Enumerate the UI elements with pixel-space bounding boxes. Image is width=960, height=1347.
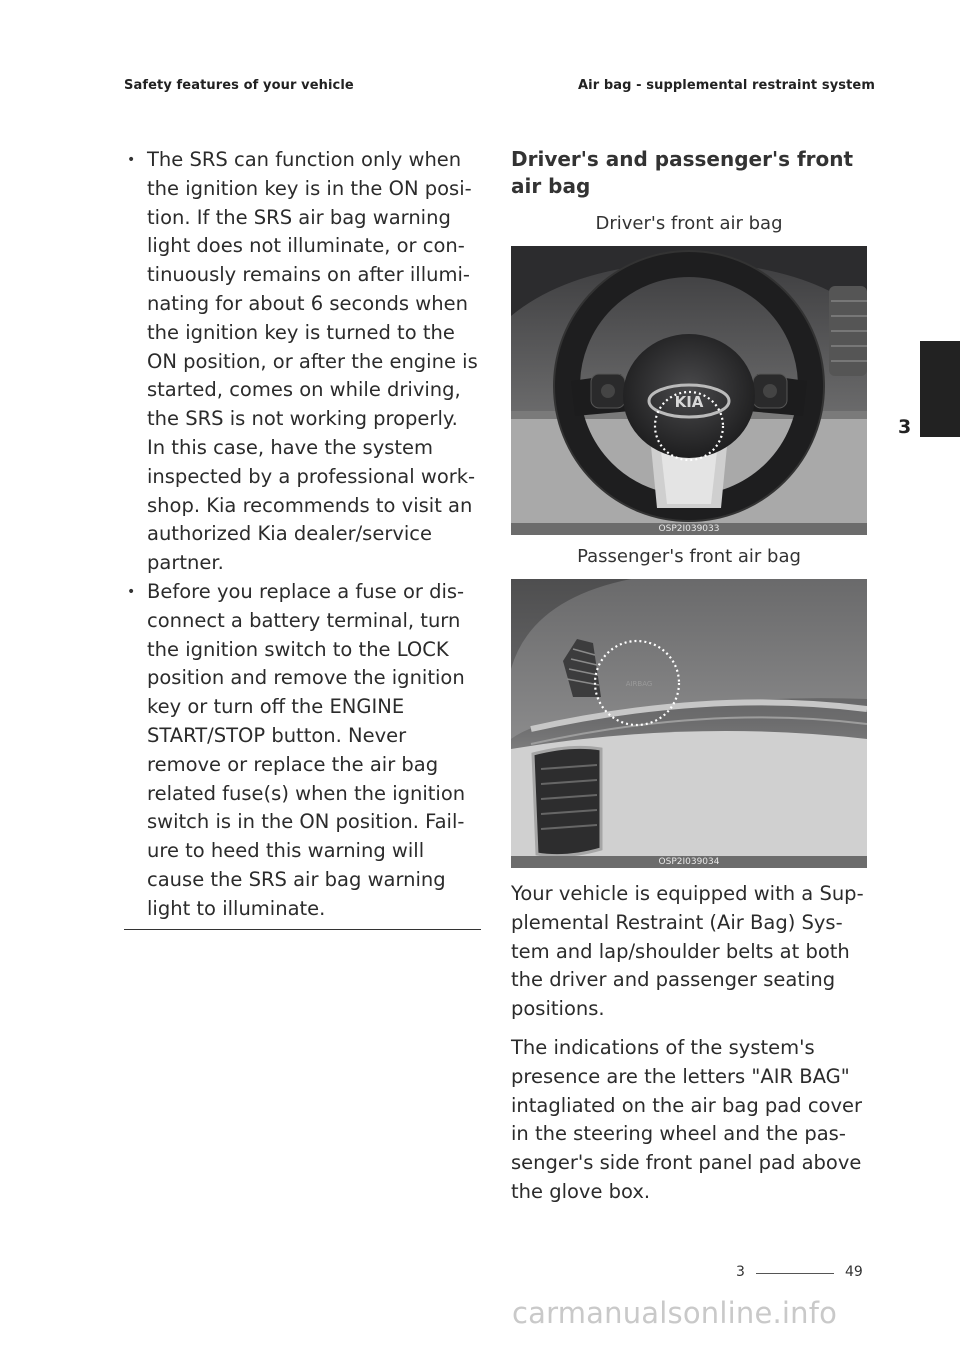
- passenger-airbag-photo: [511, 579, 867, 868]
- body-paragraph: Your vehicle is equipped with a Sup- plemental Restraint (Air Bag) Sys- tem and lap/shoulder belts at both the driver and passenger seating positions.: [511, 882, 864, 1021]
- watermark: carmanualsonline.info: [512, 1296, 838, 1330]
- body-paragraph: The indications of the system's presence are the letters "AIR BAG" intagliated on the air bag pad cover in the steering wheel and the pas- senger's side front panel pad above the glove box.: [511, 1035, 863, 1203]
- right-column: [511, 146, 867, 1207]
- dashboard-illustration: [511, 579, 867, 868]
- warning-end-rule: [124, 929, 481, 930]
- figure1-caption: Driver's front air bag: [595, 213, 783, 234]
- figure2-code: OSP2I039034: [511, 856, 867, 868]
- footer-chapter-number: 3: [736, 1264, 745, 1280]
- bullet-item: • Before you replace a fuse or dis- connect a battery terminal, turn the ignition switch to the LOCK position and remove the ignition key or turn off the ENGINE START/STOP button. Never remove or replace the air bag related fuse(s) when the ignition switch is in the ON position. Fail- ure to heed this warning will cause the SRS air bag warning light to illuminate.: [124, 578, 480, 924]
- section-title: Driver's and passenger's front air bag: [511, 147, 854, 198]
- bullet-item: • The SRS can function only when the ignition key is in the ON posi- tion. If the SRS air bag warning light does not illuminate, or con- tinuously remains on after illumi- nating for about 6 seconds when the ignition key is turned to the ON position, or after the engine is started, comes on while driving, the SRS is not working properly. In this case, have the system inspected by a professional work- shop. Kia recommends to visit an authorized Kia dealer/service partner.: [124, 146, 480, 578]
- driver-airbag-photo: [511, 246, 867, 535]
- footer-divider: [756, 1273, 834, 1274]
- running-header-right: Air bag - supplemental restraint system: [578, 78, 875, 93]
- warning-bullet-list: [124, 146, 480, 924]
- airbag-embossed-text: AIRBAG: [625, 680, 653, 688]
- chapter-tab-number: 3: [898, 416, 912, 438]
- steering-wheel-illustration: [511, 246, 867, 535]
- figure2-caption: Passenger's front air bag: [577, 546, 801, 567]
- figure1-code: OSP2I039033: [511, 523, 867, 535]
- chapter-tab: [920, 341, 960, 437]
- left-column: [124, 146, 480, 924]
- running-header-left: Safety features of your vehicle: [124, 78, 354, 93]
- kia-logo-text: KIA: [674, 393, 704, 411]
- footer-page-number: 49: [845, 1264, 863, 1280]
